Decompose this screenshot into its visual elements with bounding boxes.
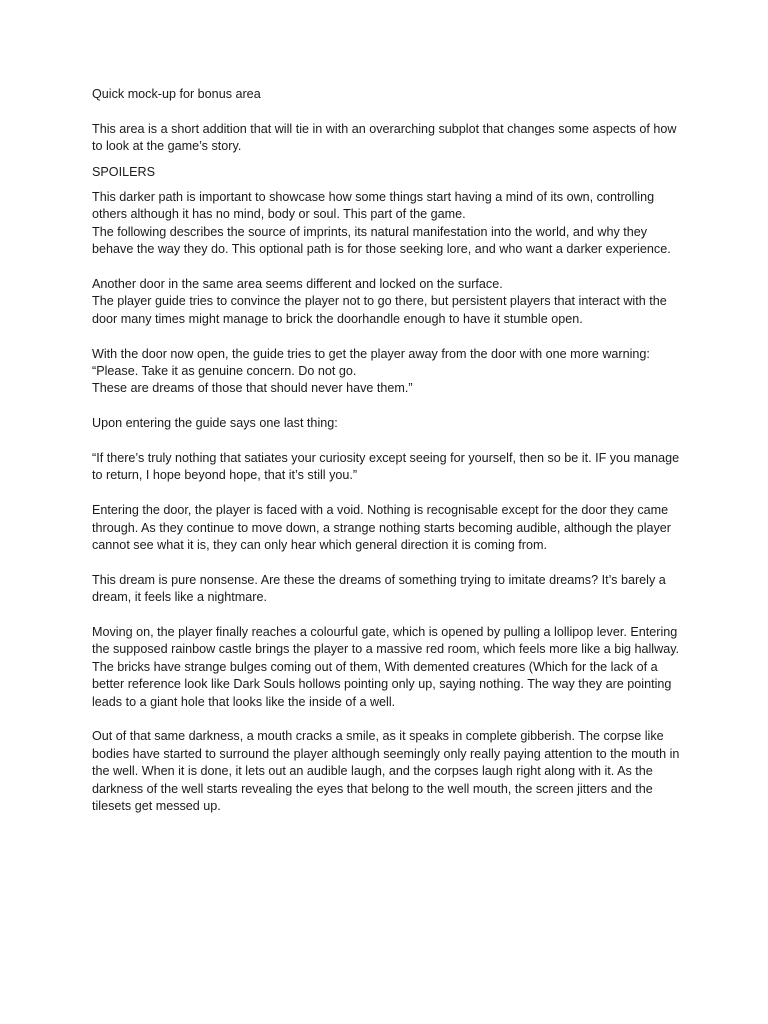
spacer (92, 156, 682, 164)
spacer (92, 103, 682, 120)
document-title: Quick mock-up for bonus area (92, 87, 261, 101)
spacer (92, 328, 682, 345)
quote-curiosity: “If there’s truly nothing that satiates your curiosity except seeing for yourself, then so be it. IF you manage to return, I hope beyond hope, that it’s still you.” (92, 451, 680, 483)
quote-please: “Please. Take it as genuine concern. Do not go. (92, 364, 357, 379)
spacer (92, 485, 682, 502)
paragraph-darker-path: This darker path is important to showcase how some things start having a mind of its own, controlling others although it has no mind, body or soul. This part of the game. (92, 190, 655, 222)
spacer (92, 398, 682, 415)
paragraph-another-door: Another door in the same area seems different and locked on the surface. (92, 277, 503, 292)
paragraph-imprints: The following describes the source of imprints, its natural manifestation into the world, and why they behave the way they do. This optional path is for those seeking lore, and who want a darker experience. (92, 224, 671, 257)
paragraph-upon-entering: Upon entering the guide says one last thing: (92, 416, 338, 431)
spoilers-heading: SPOILERS (92, 164, 155, 179)
paragraph-nonsense: This dream is pure nonsense. Are these the dreams of something trying to imitate dreams? It’s barely a dream, it feels like a nightmare. (92, 572, 666, 605)
paragraph-guide-convince: The player guide tries to convince the player not to go there, but persistent players that interact with the door many times might manage to brick the doorhandle enough to have it stumble open. (92, 294, 667, 326)
quote-dreams: These are dreams of those that should never have them.” (92, 381, 413, 396)
spacer (92, 711, 682, 728)
paragraph-void: Entering the door, the player is faced with a void. Nothing is recognisable except for the door they came through. As they continue to move down, a strange nothing starts becoming audible, although the player cannot see what it is, they can only hear which general direction it is coming from. (92, 503, 671, 553)
spacer (92, 259, 682, 276)
paragraph-colourful-gate: Moving on, the player finally reaches a colourful gate, which is opened by pulling a lollipop lever. Entering the supposed rainbow castle brings the player to a massive red room, which feels more like a big hallway. The bricks have strange bulges coming out of them, With demented creatures (Which for the lack of a better reference look like Dark Souls hollows pointing only up, saying nothing. The way they are pointing leads to a giant hole that looks like the inside of a well. (92, 625, 680, 709)
document-body (92, 86, 682, 816)
spacer (92, 554, 682, 571)
paragraph-darkness-mouth: Out of that same darkness, a mouth cracks a smile, as it speaks in complete gibberish. The corpse like bodies have started to surround the player although seemingly only really paying attention to the mouth in the well. When it is done, it lets out an audible laugh, and the corpses laugh right along with it. As the darkness of the well starts revealing the eyes that belong to the well mouth, the screen jitters and the tilesets get messed up. (92, 729, 680, 814)
paragraph-door-open: With the door now open, the guide tries to get the player away from the door with one more warning: (92, 346, 650, 361)
intro-paragraph: This area is a short addition that will tie in with an overarching subplot that changes some aspects of how to look at the game’s story. (92, 121, 677, 154)
spacer (92, 433, 682, 450)
spacer (92, 607, 682, 624)
spacer (92, 181, 682, 189)
